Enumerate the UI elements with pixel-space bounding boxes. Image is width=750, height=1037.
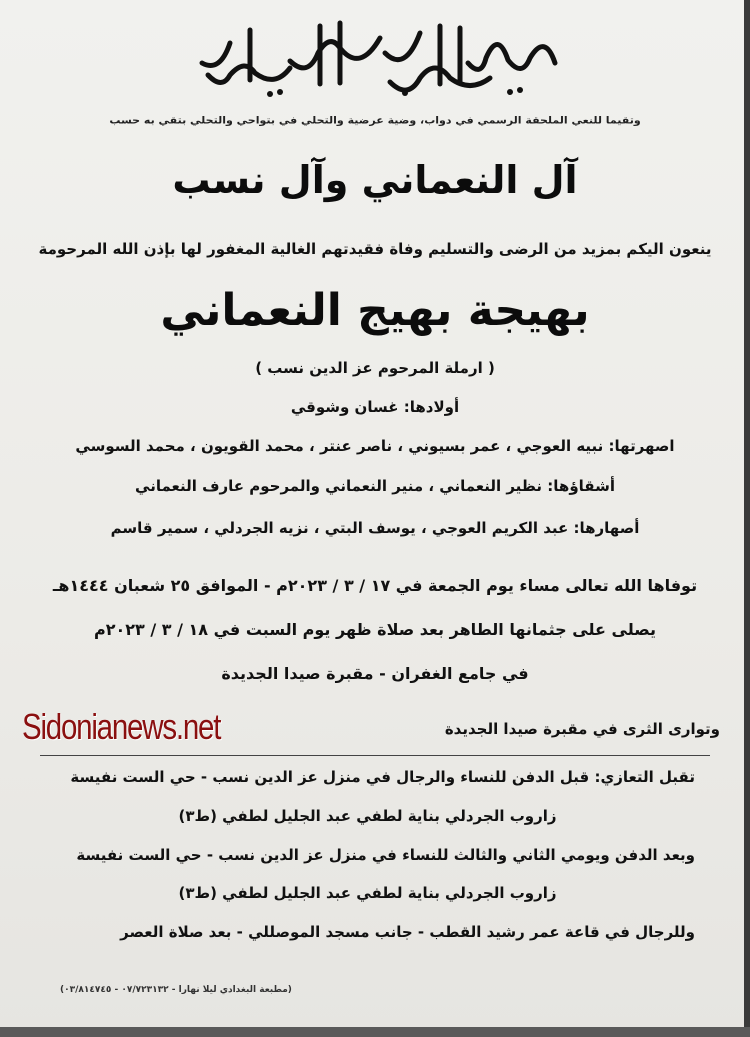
header-subline: وتقيما للنعي الملحقة الرسمي في دواب، وضية عرضية والتحلي في بتواحي والتحلي بتقي به حسب <box>109 114 641 127</box>
widow-of-line: ( ارملة المرحوم عز الدين نسب ) <box>255 359 495 377</box>
calligraphy-header <box>190 8 570 108</box>
condolences-line-4: زاروب الجردلي بناية لطفي عبد الجليل لطفي (ط٣) <box>178 884 557 902</box>
inlaws2-names: عبد الكريم العوجي ، يوسف البتي ، نزيه الجردلي ، سمير قاسم <box>110 519 569 537</box>
inlaws2-label: أصهارها: <box>573 519 640 537</box>
condolences-line-1: تقبل التعازي: قبل الدفن للنساء والرجال في منزل عز الدين نسب - حي الست نفيسة <box>70 768 695 786</box>
funeral-prayer-line: يصلى على جثمانها الطاهر بعد صلاة ظهر يوم السبت في ١٨ / ٣ / ٢٠٢٣م <box>93 620 656 639</box>
burial-line: وتوارى الثرى في مقبرة صيدا الجديدة <box>444 720 720 738</box>
inlaws2-line <box>20 519 730 537</box>
condolences-line-3: وبعد الدفن ويومي الثاني والثالث للنساء في منزل عز الدين نسب - حي الست نفيسة <box>76 846 695 864</box>
brothers-names: نظير النعماني ، منير النعماني والمرحوم عارف النعماني <box>135 477 543 495</box>
sons-names: غسان وشوقي <box>290 398 399 416</box>
calligraphy-text <box>729 0 730 1</box>
inlaws1-line <box>20 437 730 455</box>
mourning-line: ينعون اليكم بمزيد من الرضى والتسليم وفاة فقيدتهم الغالية المغفور لها بإذن الله المرحومة <box>38 240 712 258</box>
sons-line <box>20 398 730 416</box>
sons-label: أولادها: <box>403 398 460 416</box>
divider <box>40 755 710 756</box>
brothers-line <box>20 477 730 495</box>
condolences-line-2: زاروب الجردلي بناية لطفي عبد الجليل لطفي (ط٣) <box>178 807 557 825</box>
mosque-line: في جامع الغفران - مقبرة صيدا الجديدة <box>221 664 529 683</box>
death-date-line: توفاها الله تعالى مساء يوم الجمعة في ١٧ / ٣ / ٢٠٢٣م - الموافق ٢٥ شعبان ١٤٤٤هـ <box>52 576 698 595</box>
brothers-label: أشقاؤها: <box>547 477 615 495</box>
bottom-edge-shadow <box>0 1027 750 1037</box>
site-watermark: Sidonianews.net <box>22 706 221 747</box>
condolences-line-5: وللرجال في قاعة عمر رشيد القطب - جانب مسجد الموصللي - بعد صلاة العصر <box>120 923 695 941</box>
family-title: آل النعماني وآل نسب <box>172 158 578 202</box>
printer-footer: (مطبعة البغدادي ليلا نهارا - ٠٧/٧٢٣١٣٢ - ٠٣/٨١٤٧٤٥) <box>60 985 292 995</box>
deceased-name: بهيجة بهيج النعماني <box>160 285 590 336</box>
inlaws1-names: نبيه العوجي ، عمر بسيوني ، ناصر عنتر ، محمد القويون ، محمد السوسي <box>75 437 604 455</box>
right-edge-shadow <box>744 0 750 1037</box>
obituary-content <box>20 0 730 1037</box>
inlaws1-label: اصهرتها: <box>608 437 675 455</box>
